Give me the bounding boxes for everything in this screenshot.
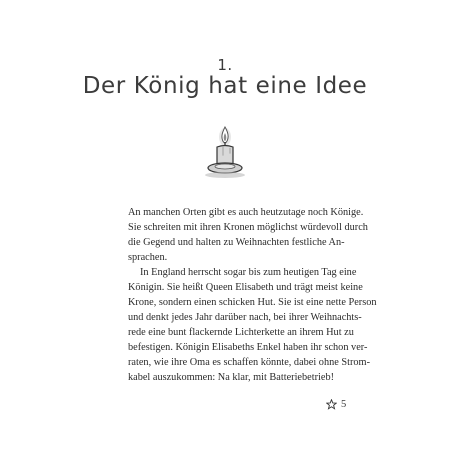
- chapter-number: 1.: [217, 56, 233, 74]
- text-line: Königin. Sie heißt Queen Elisabeth und trägt meist keine: [128, 282, 363, 293]
- text-line: rede eine bunt flackernde Lichterkette an ihrem Hut zu: [128, 327, 354, 338]
- page-number: 5: [341, 399, 347, 410]
- text-line: befestigen. Königin Elisabeths Enkel haben ihr schon ver-: [128, 342, 368, 353]
- text-line: An manchen Orten gibt es auch heutzutage noch Könige.: [128, 207, 364, 218]
- paragraph-1: [128, 205, 368, 265]
- body-text: [128, 205, 377, 385]
- chapter-title: Der König hat eine Idee: [82, 73, 368, 99]
- text-line: und denkt jedes Jahr darüber nach, bei ihrer Weihnachts-: [128, 312, 362, 323]
- candle-icon: [196, 124, 254, 180]
- text-line: sprachen.: [128, 252, 168, 263]
- text-line: die Gegend und halten zu Weihnachten festliche An-: [128, 237, 345, 248]
- text-line: Krone, sondern einen schicken Hut. Sie ist eine nette Person: [128, 297, 377, 308]
- text-line: Sie schreiten mit ihren Kronen möglichst würdevoll durch: [128, 222, 368, 233]
- text-line: raten, wie ihre Oma es schaffen könnte, dabei ohne Strom-: [128, 357, 370, 368]
- text-line: kabel auszukommen: Na klar, mit Batteriebetrieb!: [128, 372, 335, 383]
- paragraph-2: [128, 265, 377, 385]
- page-footer: [326, 399, 346, 410]
- star-icon: [326, 399, 337, 410]
- text-line: In England herrscht sogar bis zum heutigen Tag eine: [140, 267, 357, 278]
